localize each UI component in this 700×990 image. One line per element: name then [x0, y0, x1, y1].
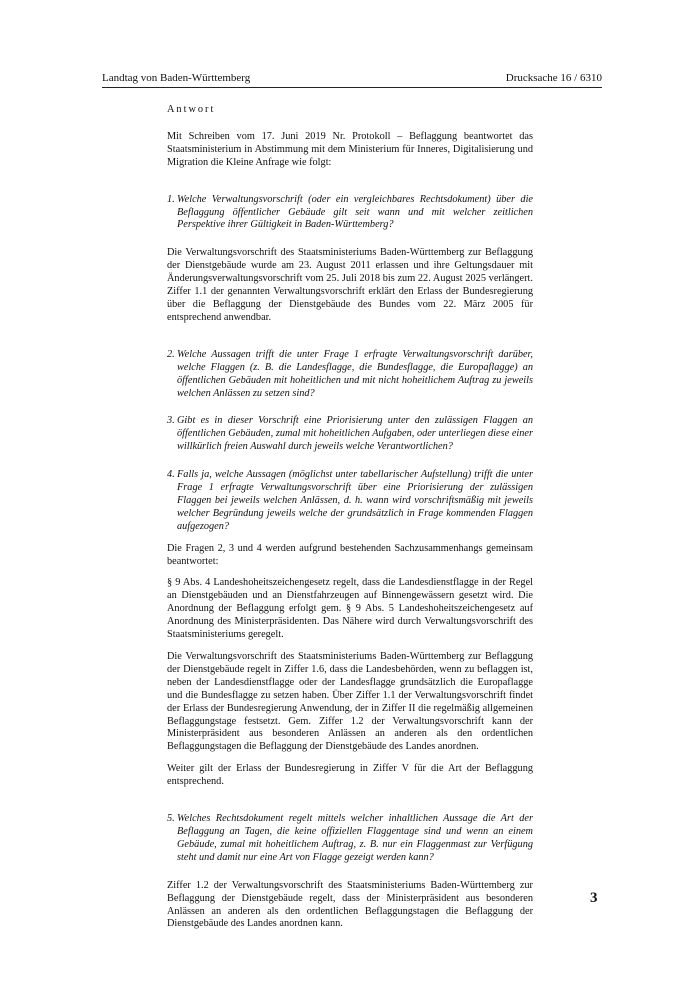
- intro-paragraph: Mit Schreiben vom 17. Juni 2019 Nr. Protokoll – Beflaggung beantwortet das Staatsministerium in Abstimmung mit dem Ministerium für Inneres, Digitalisierung und Migration die Kleine Anfrage wie folgt:: [167, 130, 533, 168]
- question-1: [167, 194, 533, 233]
- question-3: [167, 415, 533, 454]
- page-number: 3: [590, 890, 598, 906]
- header-right: Drucksache 16 / 6310: [505, 72, 602, 84]
- question-text: Welche Aussagen trifft die unter Frage 1 erfragte Verwaltungsvorschrift darüber, welche Flaggen (z. B. die Landesflagge, die Bundesflagge, die Europaflagge) an öffentlichen Gebäuden mit hoheitlichen und mit nicht hoheitlichem Auftrag zu jeweils welchen Anlässen zu setzen sind?: [177, 348, 533, 399]
- question-number: 3.: [167, 415, 175, 427]
- question-2: [167, 349, 533, 401]
- question-number: 1.: [167, 193, 175, 205]
- document-body: [167, 104, 533, 931]
- question-4: [167, 469, 533, 534]
- question-text: Falls ja, welche Aussagen (möglichst unter tabellarischer Aufstellung) trifft die unter Frage 1 erfragte Verwaltungsvorschrift über eine Priorisierung der zulässigen Flaggen bei jeweils welchen Anlässen, d. h. wann wird vorschriftsmäßig mit jeweils welcher Begründung jeweils welche der grundsätzlich in Frage kommenden Flaggen aufgezogen?: [177, 469, 533, 532]
- page-header: [102, 72, 602, 85]
- question-5: [167, 813, 533, 865]
- answer-heading: Antwort: [167, 104, 216, 115]
- header-left: Landtag von Baden-Württemberg: [102, 72, 251, 84]
- question-number: 2.: [167, 348, 175, 360]
- question-number: 4.: [167, 469, 175, 481]
- header-rule: [102, 87, 602, 88]
- answer-2-4-intro: Die Fragen 2, 3 und 4 werden aufgrund bestehenden Sachzusammenhangs gemeinsam beantwortet:: [167, 542, 533, 567]
- question-text: Welches Rechtsdokument regelt mittels welcher inhaltlichen Aussage die Art der Beflaggung an Tagen, die keine offiziellen Flaggentage sind und wenn an einem Gebäude, zumal mit hoheitlichem Auftrag, z. B. nur ein Flaggenmast zur Verfügung steht und damit nur eine Art von Flagge gezeigt werden kann?: [177, 813, 533, 863]
- answer-5: Ziffer 1.2 der Verwaltungsvorschrift des Staatsministeriums Baden-Württemberg zur Beflaggung der Dienstgebäude regelt, dass der Ministerpräsident aus besonderen Anlässen an anderen als den ordentlichen Beflaggungstagen die Beflaggung der Dienstgebäude des Landes anordnen kann.: [167, 879, 533, 930]
- answer-1: Die Verwaltungsvorschrift des Staatsministeriums Baden-Württemberg zur Beflaggung der Dienstgebäude wurde am 23. August 2011 erlassen und ihre Geltungsdauer mit Änderungsverwaltungsvorschrift vom 25. Juli 2018 bis zum 22. August 2025 verlängert. Ziffer 1.1 der genannten Verwaltungsvorschrift erklärt den Erlass der Bundesregierung über die Beflaggung der Dienstgebäude des Bundes vom 22. März 2005 für entsprechend anwendbar.: [167, 247, 533, 323]
- answer-2-4-paragraph-1: § 9 Abs. 4 Landeshoheitszeichengesetz regelt, dass die Landesdienstflagge in der Regel an Dienstgebäuden und an Dienstfahrzeugen auf Binnengewässern gesetzt wird. Die Anordnung der Beflaggung erfolgt gem. § 9 Abs. 5 Landeshoheitszeichengesetz auf Anordnung des Ministerpräsidenten. Das Nähere wird durch Verwaltungsvorschrift des Staatsministeriums geregelt.: [167, 577, 533, 641]
- question-text: Welche Verwaltungsvorschrift (oder ein vergleichbares Rechtsdokument) über die Beflaggung öffentlicher Gebäude gilt seit wann und mit welcher zeitlichen Perspektive ihrer Gültigkeit in Baden-Württemberg?: [177, 193, 533, 231]
- answer-2-4-paragraph-2: Die Verwaltungsvorschrift des Staatsministeriums Baden-Württemberg zur Beflaggung der Dienstgebäude regelt in Ziffer 1.6, dass die Landesbehörden, wenn zu beflaggen ist, neben der Landesdienstflagge oder der Landesflagge grundsätzlich die Europaflagge und die Bundesflagge zu setzen haben. Über Ziffer 1.1 der Verwaltungsvorschrift findet der Erlass der Bundesregierung Anwendung, der in Ziffer II die regelmäßig allgemeinen Beflaggungstage festsetzt. Gem. Ziffer 1.2 der Verwaltungsvorschrift kann der Ministerpräsident aus besonderen Anlässen an anderen als den ordentlichen Beflaggungstagen die Beflaggung der Dienstgebäude des Landes anordnen.: [167, 651, 533, 753]
- question-text: Gibt es in dieser Vorschrift eine Priorisierung unter den zulässigen Flaggen an öffentlichen Gebäuden, zumal mit hoheitlichen Aufgaben, oder unterliegen diese einer willkürlich freien Auswahl durch jeweils welche Verantwortlichen?: [177, 415, 533, 453]
- answer-2-4-paragraph-3: Weiter gilt der Erlass der Bundesregierung in Ziffer V für die Art der Beflaggung entsprechend.: [167, 763, 533, 788]
- question-number: 5.: [167, 813, 175, 825]
